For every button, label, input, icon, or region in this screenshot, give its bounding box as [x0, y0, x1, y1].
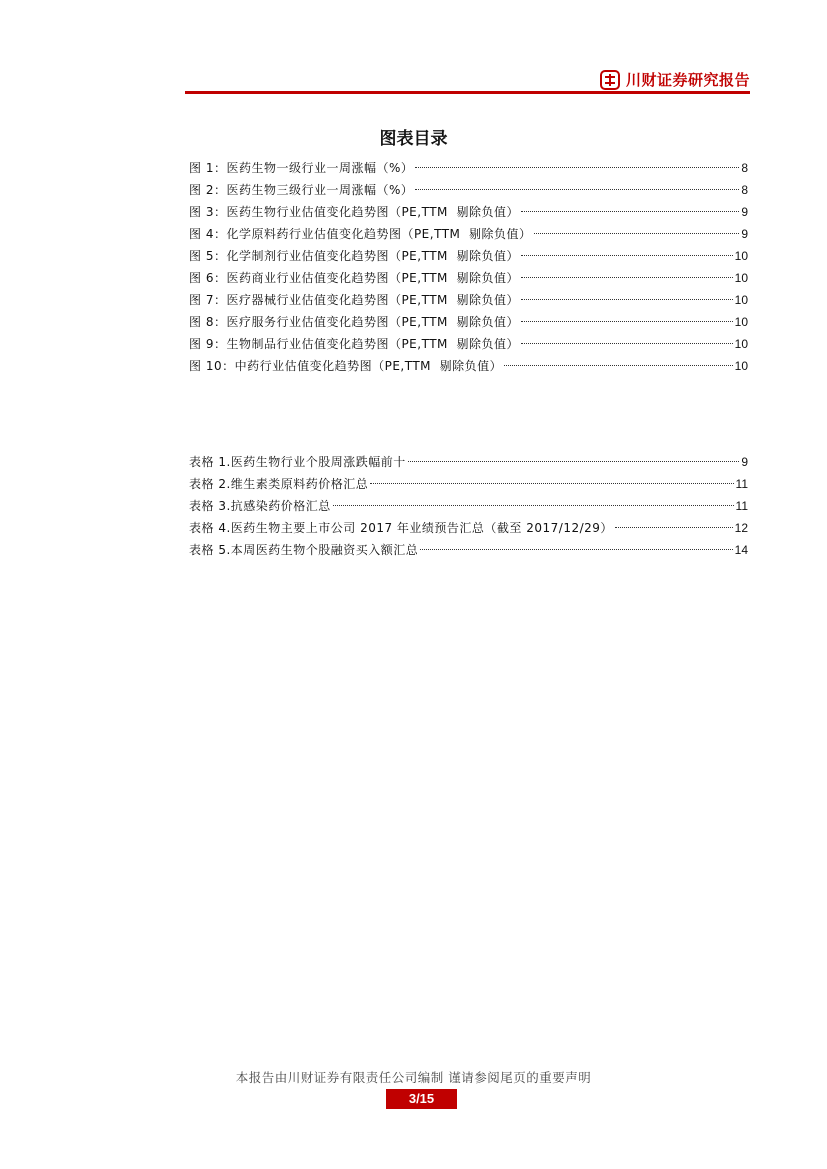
table-list: [189, 451, 748, 561]
toc-entry-label: 图 2：医药生物三级行业一周涨幅（%）: [189, 183, 414, 197]
dot-leader: [521, 321, 733, 322]
toc-entry-label: 图 7：医疗器械行业估值变化趋势图（PE,TTM 剔除负值）: [189, 293, 520, 307]
dot-leader: [408, 461, 740, 462]
dot-leader: [534, 233, 740, 234]
toc-entry-page: 10: [734, 315, 748, 329]
toc-figure-entry[interactable]: [189, 355, 748, 377]
toc-entry-page: 12: [734, 521, 748, 535]
toc-title: 图表目录: [379, 129, 448, 149]
dot-leader: [521, 343, 733, 344]
dot-leader: [521, 255, 733, 256]
toc-entry-page: 10: [734, 337, 748, 351]
toc-entry-page: 10: [734, 271, 748, 285]
dot-leader: [521, 299, 733, 300]
brand: [600, 69, 750, 90]
page-number: 3/15: [386, 1089, 457, 1109]
dot-leader: [504, 365, 732, 366]
toc-entry-label: 图 5：化学制剂行业估值变化趋势图（PE,TTM 剔除负值）: [189, 249, 520, 263]
toc-entry-label: 图 9：生物制品行业估值变化趋势图（PE,TTM 剔除负值）: [189, 337, 520, 351]
toc-entry-page: 10: [734, 249, 748, 263]
dot-leader: [370, 483, 733, 484]
dot-leader: [415, 189, 739, 190]
figure-list: [189, 157, 748, 377]
toc-figure-entry[interactable]: [189, 245, 748, 267]
dot-leader: [615, 527, 733, 528]
toc-entry-page: 11: [735, 477, 748, 491]
toc-entry-label: 图 6：医药商业行业估值变化趋势图（PE,TTM 剔除负值）: [189, 271, 520, 285]
toc-entry-label: 表格 2.维生素类原料药价格汇总: [189, 477, 369, 491]
toc-entry-label: 表格 5.本周医药生物个股融资买入额汇总: [189, 543, 419, 557]
toc-figure-entry[interactable]: [189, 223, 748, 245]
toc-entry-label: 表格 4.医药生物主要上市公司 2017 年业绩预告汇总（截至 2017/12/29）: [189, 521, 613, 535]
toc-entry-page: 9: [741, 455, 748, 469]
toc-figure-entry[interactable]: [189, 157, 748, 179]
toc-entry-label: 表格 3.抗感染药价格汇总: [189, 499, 331, 513]
toc-table-entry[interactable]: [189, 517, 748, 539]
toc-entry-page: 14: [734, 543, 748, 557]
toc-entry-label: 图 10：中药行业估值变化趋势图（PE,TTM 剔除负值）: [189, 359, 503, 373]
toc-figure-entry[interactable]: [189, 201, 748, 223]
toc-table-entry[interactable]: [189, 451, 748, 473]
dot-leader: [415, 167, 739, 168]
toc-entry-page: 8: [741, 161, 748, 175]
chuancai-logo-icon: [600, 70, 620, 90]
dot-leader: [521, 277, 733, 278]
toc-entry-label: 图 4：化学原料药行业估值变化趋势图（PE,TTM 剔除负值）: [189, 227, 532, 241]
toc-entry-page: 11: [735, 499, 748, 513]
toc-entry-label: 图 3：医药生物行业估值变化趋势图（PE,TTM 剔除负值）: [189, 205, 520, 219]
toc-entry-label: 图 1：医药生物一级行业一周涨幅（%）: [189, 161, 414, 175]
toc-entry-page: 10: [734, 293, 748, 307]
toc-entry-page: 10: [734, 359, 748, 373]
toc-table-entry[interactable]: [189, 495, 748, 517]
toc-entry-label: 表格 1.医药生物行业个股周涨跌幅前十: [189, 455, 406, 469]
toc-entry-page: 8: [741, 183, 748, 197]
page-header: [185, 60, 750, 96]
toc-table-entry[interactable]: [189, 539, 748, 561]
toc-table-entry[interactable]: [189, 473, 748, 495]
toc-entry-page: 9: [741, 227, 748, 241]
header-divider: [185, 91, 750, 94]
toc-entry-page: 9: [741, 205, 748, 219]
toc-figure-entry[interactable]: [189, 289, 748, 311]
toc-figure-entry[interactable]: [189, 311, 748, 333]
footer-disclaimer: 本报告由川财证券有限责任公司编制 谨请参阅尾页的重要声明: [235, 1070, 592, 1085]
toc-figure-entry[interactable]: [189, 267, 748, 289]
dot-leader: [521, 211, 739, 212]
toc-entry-label: 图 8：医疗服务行业估值变化趋势图（PE,TTM 剔除负值）: [189, 315, 520, 329]
brand-name: 川财证券研究报告: [625, 71, 750, 89]
toc-figure-entry[interactable]: [189, 333, 748, 355]
dot-leader: [420, 549, 732, 550]
toc-figure-entry[interactable]: [189, 179, 748, 201]
dot-leader: [333, 505, 734, 506]
